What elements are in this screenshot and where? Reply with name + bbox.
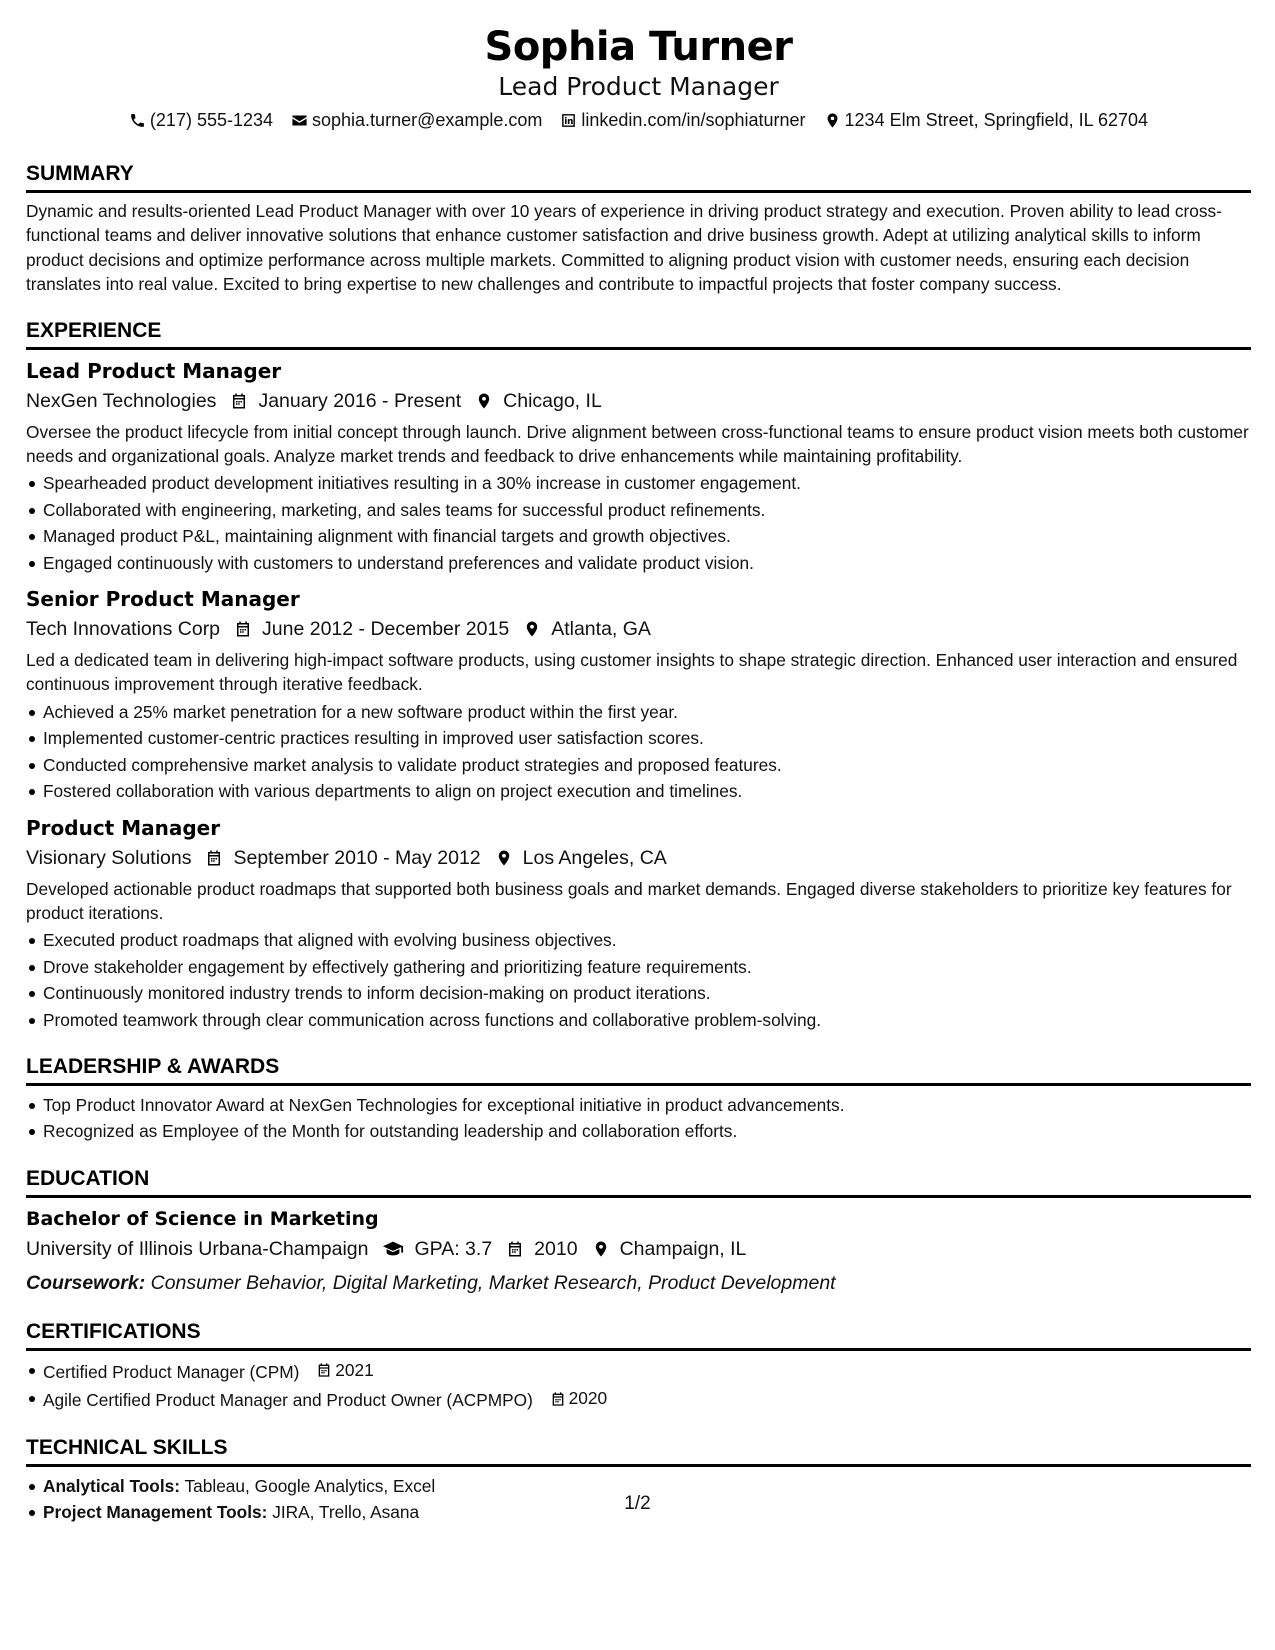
skill-category: Project Management Tools: [43, 1502, 268, 1523]
map-marker-icon [523, 620, 541, 638]
summary-section [26, 160, 1251, 297]
education-coursework [26, 1268, 1251, 1298]
section-title-certifications: CERTIFICATIONS [26, 1319, 201, 1343]
list-item: Achieved a 25% market penetration for a new software product within the first year. [26, 699, 1251, 725]
contact-bar [26, 108, 1251, 132]
section-title-awards: LEADERSHIP & AWARDS [26, 1054, 280, 1078]
section-divider [26, 190, 1251, 193]
list-item: Drove stakeholder engagement by effectively gathering and prioritizing feature requirements. [26, 954, 1251, 980]
coursework-label: Coursework: [26, 1271, 146, 1294]
certification-name: Certified Product Manager (CPM) [43, 1361, 300, 1382]
experience-section [26, 317, 1251, 1033]
candidate-role: Lead Product Manager [498, 72, 779, 101]
job-meta [26, 386, 1251, 416]
job-location: Atlanta, GA [551, 618, 651, 641]
job-meta [26, 843, 1251, 873]
page-number: 1/2 [624, 1493, 651, 1514]
resume-header [26, 20, 1251, 132]
section-divider [26, 1083, 1251, 1086]
education-location: Champaign, IL [619, 1237, 747, 1260]
job-company: NexGen Technologies [26, 389, 217, 412]
skill-category: Analytical Tools: [43, 1475, 180, 1496]
coursework-text: Consumer Behavior, Digital Marketing, Market Research, Product Development [150, 1271, 836, 1294]
job-company: Tech Innovations Corp [26, 618, 221, 641]
contact-email[interactable] [291, 108, 542, 132]
list-item: Conducted comprehensive market analysis to validate product strategies and proposed features. [26, 752, 1251, 778]
phone-icon [129, 112, 146, 129]
list-item [26, 1357, 1251, 1386]
contact-linkedin[interactable] [560, 108, 805, 132]
job-meta [26, 614, 1251, 644]
section-title-education: EDUCATION [26, 1166, 150, 1190]
awards-section [26, 1053, 1251, 1145]
job-title: Lead Product Manager [26, 358, 282, 383]
job-location: Chicago, IL [503, 389, 602, 412]
job-bullets [26, 470, 1251, 576]
job-description: Developed actionable product roadmaps that supported both business goals and market demands. Engaged diverse stakeholders to prioritize key features for product iterations. [26, 878, 1232, 923]
map-marker-icon [592, 1240, 610, 1258]
job-bullets [26, 699, 1251, 805]
education-gpa: GPA: 3.7 [414, 1237, 493, 1260]
job-location: Los Angeles, CA [522, 846, 667, 869]
summary-text: Dynamic and results-oriented Lead Product Manager with over 10 years of experience in driving product strategy and execution. Proven ability to lead cross-functional teams and deliver innovative solutions that enhance customer satisfaction and drive business growth. Adept at utilizing analytical skills to inform product decisions and optimize performance across multiple markets. Committed to aligning product vision with customer needs, ensuring each decision translates into real value. Excited to bring expertise to new challenges and contribute to impactful projects that foster company success. [26, 201, 1222, 295]
phone-text: (217) 555-1234 [149, 110, 274, 130]
list-item: Implemented customer-centric practices resulting in improved user satisfaction scores. [26, 725, 1251, 751]
list-item: Spearheaded product development initiatives resulting in a 30% increase in customer engagement. [26, 470, 1251, 496]
list-item [26, 1385, 1251, 1414]
email-text: sophia.turner@example.com [312, 110, 543, 130]
awards-list [26, 1092, 1251, 1145]
list-item: Executed product roadmaps that aligned with evolving business objectives. [26, 927, 1251, 953]
linkedin-text: linkedin.com/in/sophiaturner [581, 110, 806, 130]
graduation-cap-icon [382, 1238, 404, 1260]
education-section [26, 1165, 1251, 1298]
certification-name: Agile Certified Product Manager and Product Owner (ACPMPO) [43, 1390, 533, 1411]
skill-values: JIRA, Trello, Asana [272, 1502, 420, 1523]
address-text: 1234 Elm Street, Springfield, IL 62704 [844, 110, 1149, 130]
section-title-summary: SUMMARY [26, 162, 134, 185]
list-item: Continuously monitored industry trends to inform decision-making on product iterations. [26, 980, 1251, 1006]
calendar-icon [316, 1362, 332, 1378]
calendar-icon [234, 620, 252, 638]
contact-phone[interactable] [129, 108, 273, 132]
job-dates: January 2016 - Present [258, 389, 462, 412]
list-item: Promoted teamwork through clear communication across functions and collaborative problem-solving. [26, 1007, 1251, 1033]
job-entry [26, 356, 1251, 576]
job-title: Senior Product Manager [26, 587, 300, 612]
certifications-section [26, 1318, 1251, 1414]
section-divider [26, 1464, 1251, 1467]
job-entry [26, 584, 1251, 804]
list-item: Managed product P&L, maintaining alignment with financial targets and growth objectives. [26, 523, 1251, 549]
calendar-icon [230, 392, 248, 410]
job-dates: September 2010 - May 2012 [233, 846, 481, 869]
linkedin-icon [560, 112, 577, 129]
education-year: 2010 [534, 1237, 578, 1260]
job-entry [26, 813, 1251, 1033]
certification-year: 2021 [335, 1359, 374, 1380]
section-title-experience: EXPERIENCE [26, 318, 162, 342]
certification-date [316, 1357, 373, 1383]
certification-year: 2020 [568, 1388, 608, 1409]
map-marker-icon [495, 849, 513, 867]
list-item: Engaged continuously with customers to understand preferences and validate product vision. [26, 550, 1251, 576]
certification-date [550, 1385, 607, 1411]
map-marker-icon [824, 112, 841, 129]
education-meta [26, 1234, 1251, 1264]
envelope-icon [291, 112, 308, 129]
education-degree: Bachelor of Science in Marketing [26, 1207, 379, 1230]
job-title: Product Manager [26, 815, 221, 840]
job-company: Visionary Solutions [26, 846, 192, 869]
calendar-icon [550, 1391, 566, 1407]
calendar-icon [506, 1240, 524, 1258]
job-description: Led a dedicated team in delivering high-impact software products, using customer insights to shape strategic direction. Enhanced user interaction and ensured continuous improvement through iterative feedback. [26, 650, 1238, 695]
contact-address [824, 108, 1149, 132]
resume-page [26, 20, 1251, 1526]
job-dates: June 2012 - December 2015 [262, 618, 510, 641]
job-bullets [26, 927, 1251, 1033]
list-item: Top Product Innovator Award at NexGen Technologies for exceptional initiative in product advancements. [26, 1092, 1251, 1118]
list-item: Fostered collaboration with various departments to align on project execution and timelines. [26, 778, 1251, 804]
section-divider [26, 1348, 1251, 1351]
section-title-skills: TECHNICAL SKILLS [26, 1435, 228, 1459]
job-description: Oversee the product lifecycle from initial concept through launch. Drive alignment between cross-functional teams to ensure product vision meets both customer needs and organizational goals. Analyze market trends and feedback to drive enhancements while maintaining profitability. [26, 421, 1249, 467]
section-divider [26, 1195, 1251, 1198]
list-item: Recognized as Employee of the Month for outstanding leadership and collaboration efforts. [26, 1118, 1251, 1144]
calendar-icon [205, 849, 223, 867]
education-school: University of Illinois Urbana-Champaign [26, 1237, 369, 1260]
section-divider [26, 347, 1251, 350]
list-item: Collaborated with engineering, marketing, and sales teams for successful product refinements. [26, 497, 1251, 523]
skill-values: Tableau, Google Analytics, Excel [184, 1475, 436, 1496]
candidate-name: Sophia Turner [484, 24, 793, 70]
certifications-list [26, 1357, 1251, 1414]
map-marker-icon [475, 392, 493, 410]
